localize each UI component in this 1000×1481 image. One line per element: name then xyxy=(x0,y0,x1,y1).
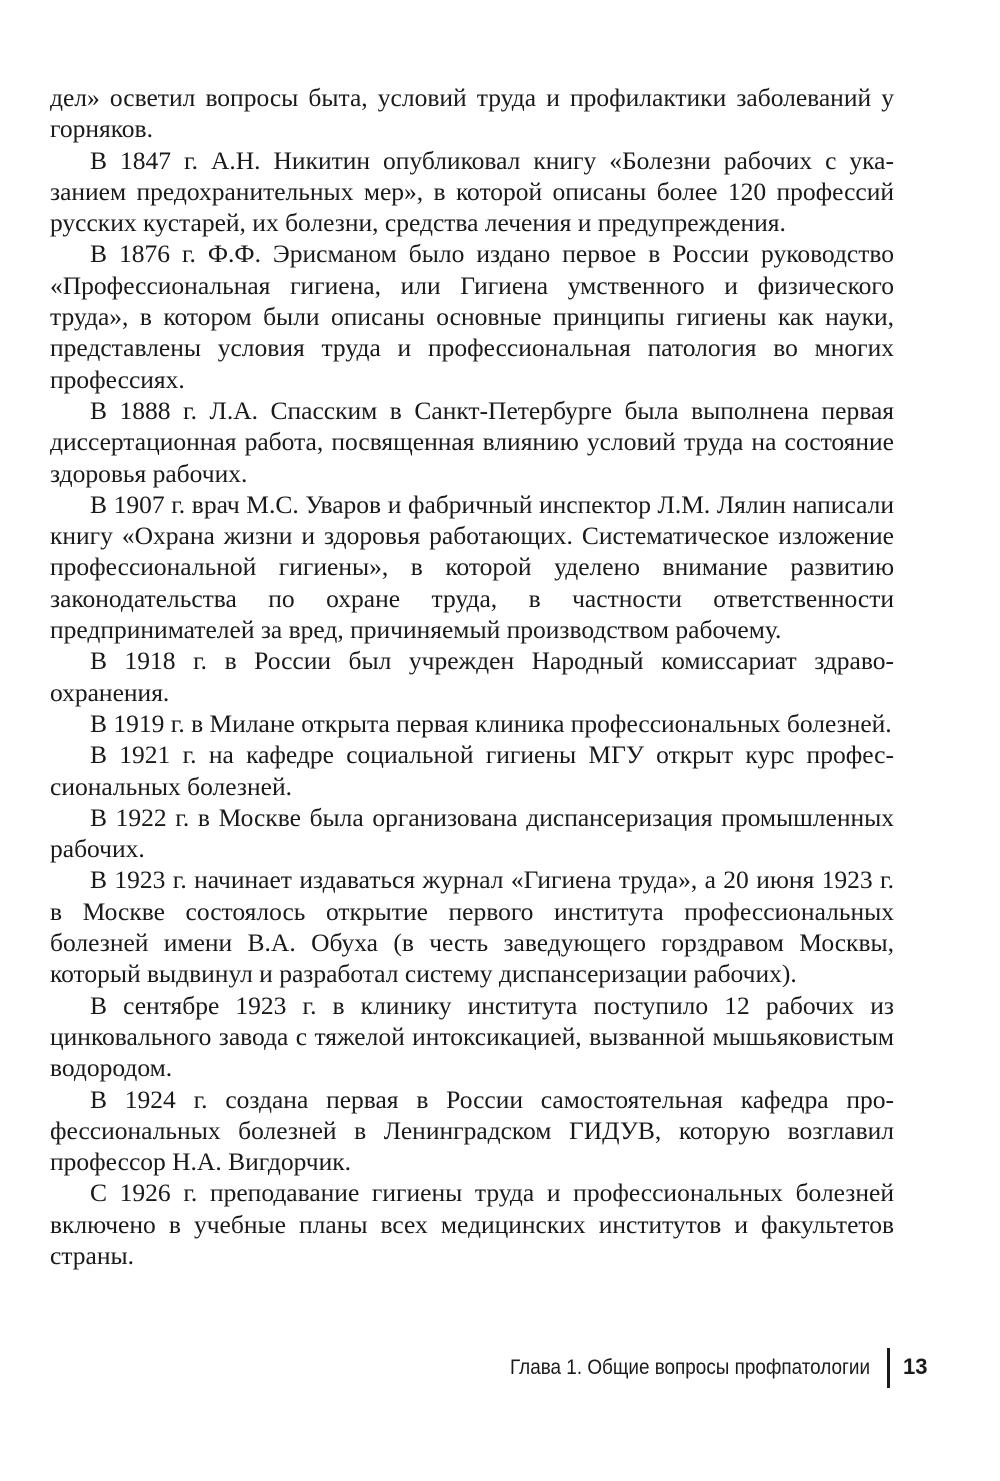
running-footer-chapter-title: Глава 1. Общие вопросы профпатологии xyxy=(509,1356,870,1379)
paragraph-1918: В 1918 г. в России был учрежден Народный комиссариат здравоохранения. xyxy=(50,646,894,707)
paragraph-1926: С 1926 г. преподавание гигиены труда и профессиональных болезней включено в учебные планы всех медицинских институтов и факультетов страны. xyxy=(50,1178,894,1270)
paragraph-1907: В 1907 г. врач М.С. Уваров и фабричный инспектор Л.М. Лялин написали книгу «Охрана жизни и здоровья работающих. Систематическое изложение профессиональной гигиены», в которой уделено внимание развитию законодательства по охране труда, в частности ответственности предпринимателей за вред, причиняемый производством рабочему. xyxy=(50,489,894,645)
paragraph-1922: В 1922 г. в Москве была организована диспансеризация промышленных рабочих. xyxy=(50,802,894,864)
paragraph-1924: В 1924 г. создана первая в России самостоятельная кафедра профессиональных болезней в Ленинградском ГИДУВ, которую возглавил профессор Н.А. Вигдорчик. xyxy=(50,1084,894,1177)
paragraph-1923: В 1923 г. начинает издаваться журнал «Гигиена труда», а 20 июня 1923 г. в Москве состоялось открытие первого института профессиональных болезней имени В.А. Обуха (в честь заведующего горздравом Москвы, который выдвинул и разработал систему диспансеризации рабочих). xyxy=(50,865,894,989)
page-footer xyxy=(0,1348,1000,1388)
page-number: 13 xyxy=(903,1354,928,1379)
page-body-text xyxy=(50,82,894,1271)
paragraph-1919: В 1919 г. в Милане открыта первая клиника профессиональных болезней. xyxy=(90,708,892,738)
paragraph-1847: В 1847 г. А.Н. Никитин опубликовал книгу «Болезни рабочих с указанием предохранительных мер», в которой описаны более 120 профессий русских кустарей, их болезни, средства лечения и предупреждения. xyxy=(50,145,894,238)
paragraph-1888: В 1888 г. Л.А. Спасским в Санкт-Петербурге была выполнена первая диссертационная работа, посвященная влиянию условий труда на состояние здоровья рабочих. xyxy=(50,395,894,488)
paragraph-1921: В 1921 г. на кафедре социальной гигиены МГУ открыт курс профессиональных болезней. xyxy=(50,740,894,801)
paragraph-september-1923: В сентябре 1923 г. в клинику института поступило 12 рабочих из цинковального завода с тяжелой интоксикацией, вызванной мышьяковистым водородом. xyxy=(50,990,894,1083)
paragraph-1876: В 1876 г. Ф.Ф. Эрисманом было издано первое в России руководство «Профессиональная гигиена, или Гигиена умственного и физического труда», в котором были описаны основные принципы гигиены как науки, представлены условия труда и профессиональная патология во многих профессиях. xyxy=(50,239,894,394)
footer-divider xyxy=(887,1348,890,1388)
paragraph-continuation: дел» осветил вопросы быта, условий труда и профилактики заболеваний у горняков. xyxy=(50,83,894,144)
